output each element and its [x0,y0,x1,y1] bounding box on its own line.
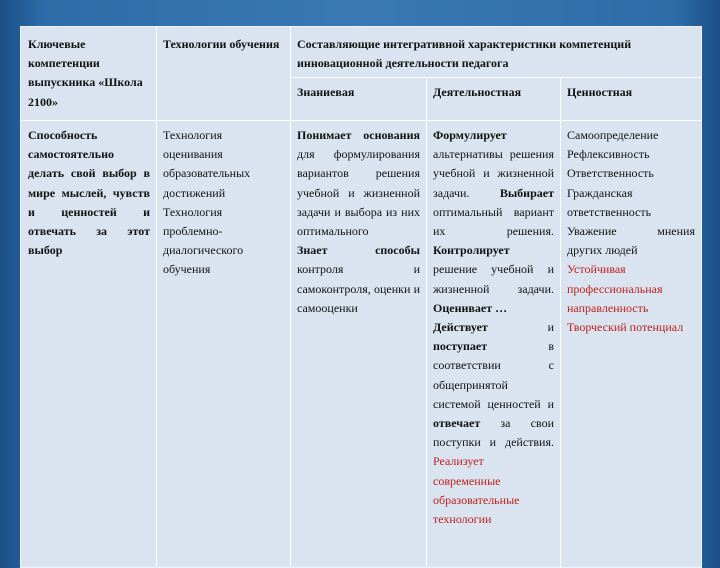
activity-text: альтернативы решения учебной и жизненной задачи. [433,147,554,200]
competence-table [20,26,702,568]
header-values [560,77,701,120]
activity-verb: Формулирует [433,128,507,142]
header-technologies-text: Технологии обучения [163,37,280,51]
knowledge-verb: Понимает основания [297,128,420,142]
value-item: Ответственность [567,166,654,181]
technology-item: Технология проблемно-диалогического обучения [163,204,244,277]
activity-verb: отвечает [433,416,481,431]
cell-technologies [156,120,290,284]
activity-text: оптимальный вариант их решения. [433,204,554,239]
header-technologies [156,27,290,120]
cell-values [560,120,701,341]
header-key-competences [21,27,156,120]
technology-item: Технология оценивания образовательных достижений [163,128,251,200]
knowledge-verb: Знает способы [297,243,420,258]
value-item: Гражданская ответственность [567,185,652,219]
header-knowledge-text: Знаниевая [297,85,355,99]
activity-text: и [487,320,554,335]
value-item-red: Устойчивая профессиональная направленность [567,262,663,315]
header-values-text: Ценностная [567,85,633,99]
knowledge-text: для формулирования вариантов решения учебной и жизненной задачи и выбора из них оптимального [297,147,420,239]
cell-competence [21,120,156,264]
header-activity-text: Деятельностная [433,85,522,99]
activity-text: за свои поступки и действия. [433,416,554,450]
value-item: Уважение мнения других людей [567,224,695,258]
value-item-red: Творческий потенциал [567,320,684,335]
activity-verb: Оценивает … [433,300,508,315]
header-integrative-characteristics [290,27,701,77]
cell-activity [426,120,560,533]
activity-verb: Контролирует [433,243,510,258]
activity-verb: поступает [433,339,488,354]
activity-verb: Выбирает [499,185,554,200]
knowledge-item [297,126,420,241]
competence-text: Способность самостоятельно делать свой выбор в мире мыслей, чувств и ценностей и отвечать за этот выбор [28,128,150,258]
value-item: Рефлексивность [567,147,650,162]
activity-red-text: Реализует современные образовательные технологии [433,454,520,527]
header-knowledge [290,77,426,120]
header-group-text: Составляющие интегративной характеристики компетенций инновационной деятельности педагога [297,37,632,71]
cell-knowledge [290,120,426,322]
knowledge-item [297,241,420,318]
knowledge-text: контроля и самоконтроля, оценки и самооценки [297,262,420,315]
header-activity [426,77,560,120]
activity-text: решение учебной и жизненной задачи. [433,262,554,296]
activity-verb: Действует [433,320,488,335]
value-item: Самоопределение [567,128,659,142]
activity-text: в соответствии с общепринятой системой ценностей и [433,339,554,411]
header-key-competences-text: Ключевые компетенции выпускника «Школа 2100» [28,37,143,109]
